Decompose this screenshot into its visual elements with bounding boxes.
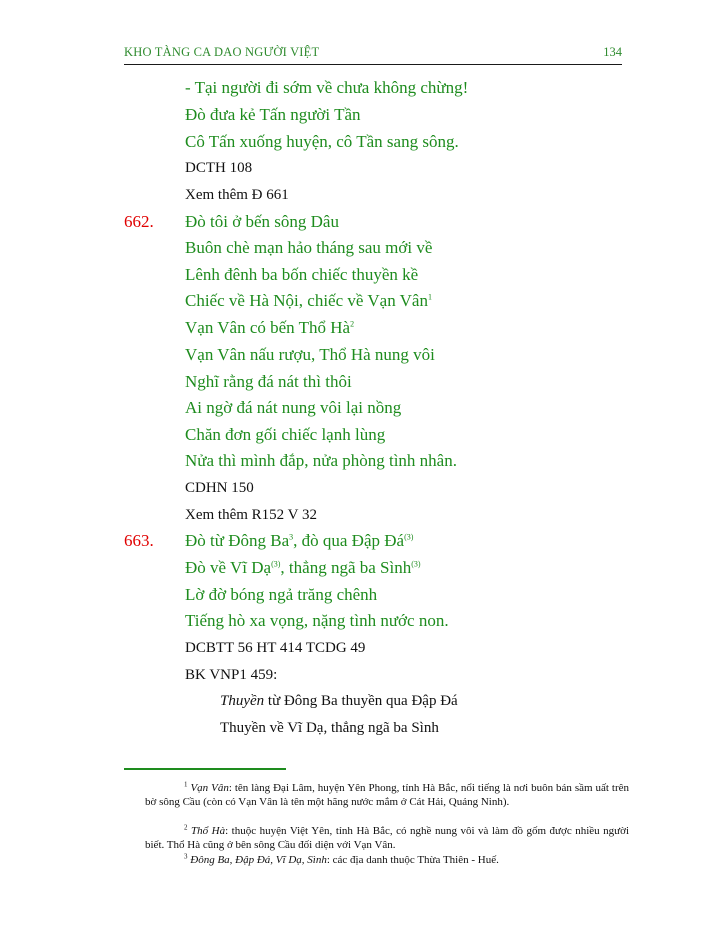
verse-text: , đò qua Đập Đá — [293, 531, 405, 550]
verse-line — [185, 558, 421, 578]
book-title: KHO TÀNG CA DAO NGƯỜI VIỆT — [124, 45, 320, 59]
verse-text: , thẳng ngã ba Sình — [280, 558, 412, 577]
footnote-mark: (3) — [411, 559, 421, 569]
footnote-term: Thổ Hà — [191, 825, 226, 837]
footnote-mark: 3 — [184, 852, 188, 861]
verse-line — [185, 531, 413, 551]
variant-emphasis: Thuyền — [220, 693, 265, 709]
footnote-mark: 2 — [350, 319, 355, 329]
footnote-mark: 3 — [289, 532, 294, 542]
verse-line: Ai ngờ đá nát nung vôi lại nồng — [185, 398, 402, 417]
footnote-text: : thuộc huyện Việt Yên, tỉnh Hà Bắc, có nghề nung vôi và làm đồ gốm được nhiều người biết. Thổ Hà cũng ở bên sông Cầu đối diện với Vạn Vân. — [145, 825, 630, 851]
footnote-mark: (3) — [404, 532, 414, 542]
verse-line: Lờ đờ bóng ngả trăng chênh — [185, 585, 378, 604]
verse-text: Chiếc về Hà Nội, chiếc về Vạn Vân — [185, 291, 428, 310]
verse-text: Đò từ Đông Ba — [185, 531, 290, 550]
footnote-text: : tên làng Đại Lâm, huyện Yên Phong, tỉnh Hà Bắc, nổi tiếng là nơi buôn bán sầm uất trên bờ sông Cầu (còn có Vạn Vân là tên một hãng nước mắm ở Cát Hải, Quảng Ninh). — [145, 782, 629, 808]
footnote-mark: 2 — [184, 823, 188, 832]
footnote — [145, 854, 629, 868]
footnote — [145, 825, 629, 852]
see-also-reference: Xem thêm Đ 661 — [185, 187, 289, 203]
source-reference: CDHN 150 — [185, 480, 254, 496]
verse-text: Đò về Vĩ Dạ — [185, 558, 272, 577]
footnote-mark: 1 — [184, 780, 188, 789]
verse-line: Đò đưa kẻ Tấn người Tần — [185, 105, 361, 124]
verse-line: Đò tôi ở bến sông Dâu — [185, 212, 339, 231]
see-also-reference: Xem thêm R152 V 32 — [185, 507, 317, 523]
verse-line: Nửa thì mình đắp, nửa phòng tình nhân. — [185, 451, 457, 470]
entry-number: 662. — [124, 212, 154, 231]
footnote-text: : các địa danh thuộc Thừa Thiên - Huế. — [326, 854, 499, 866]
verse-line: Buôn chè mạn hảo tháng sau mới về — [185, 238, 433, 257]
variant-line: Thuyền về Vĩ Dạ, thẳng ngã ba Sình — [220, 720, 439, 736]
verse-line: Lênh đênh ba bốn chiếc thuyền kề — [185, 265, 419, 284]
footnote — [145, 782, 629, 809]
variant-text: từ Đông Ba thuyền qua Đập Đá — [264, 693, 458, 709]
verse-line: Cô Tấn xuống huyện, cô Tần sang sông. — [185, 132, 459, 151]
source-reference: DCTH 108 — [185, 160, 253, 176]
page-header — [124, 44, 622, 65]
page-number: 134 — [603, 45, 622, 59]
source-reference: BK VNP1 459: — [185, 667, 278, 683]
verse-line: - Tại người đi sớm về chưa không chừng! — [185, 78, 469, 97]
footnote-separator — [124, 768, 286, 770]
footnote-mark: (3) — [271, 559, 281, 569]
verse-line: Tiếng hò xa vọng, nặng tình nước non. — [185, 611, 449, 630]
footnote-term: Vạn Vân — [190, 782, 229, 794]
verse-text: Vạn Vân có bến Thổ Hà — [185, 318, 351, 337]
footnote-mark: 1 — [427, 292, 432, 302]
footnote-term: Đông Ba, Đập Đá, Vĩ Dạ, Sình — [190, 854, 327, 866]
variant-line — [220, 693, 458, 710]
verse-line: Chăn đơn gối chiếc lạnh lùng — [185, 425, 386, 444]
verse-line: Nghĩ rằng đá nát thì thôi — [185, 372, 352, 391]
verse-line: Vạn Vân nấu rượu, Thổ Hà nung vôi — [185, 345, 435, 364]
verse-line — [185, 318, 354, 338]
entry-number: 663. — [124, 531, 154, 550]
verse-line — [185, 291, 432, 311]
source-reference: DCBTT 56 HT 414 TCDG 49 — [185, 640, 366, 656]
